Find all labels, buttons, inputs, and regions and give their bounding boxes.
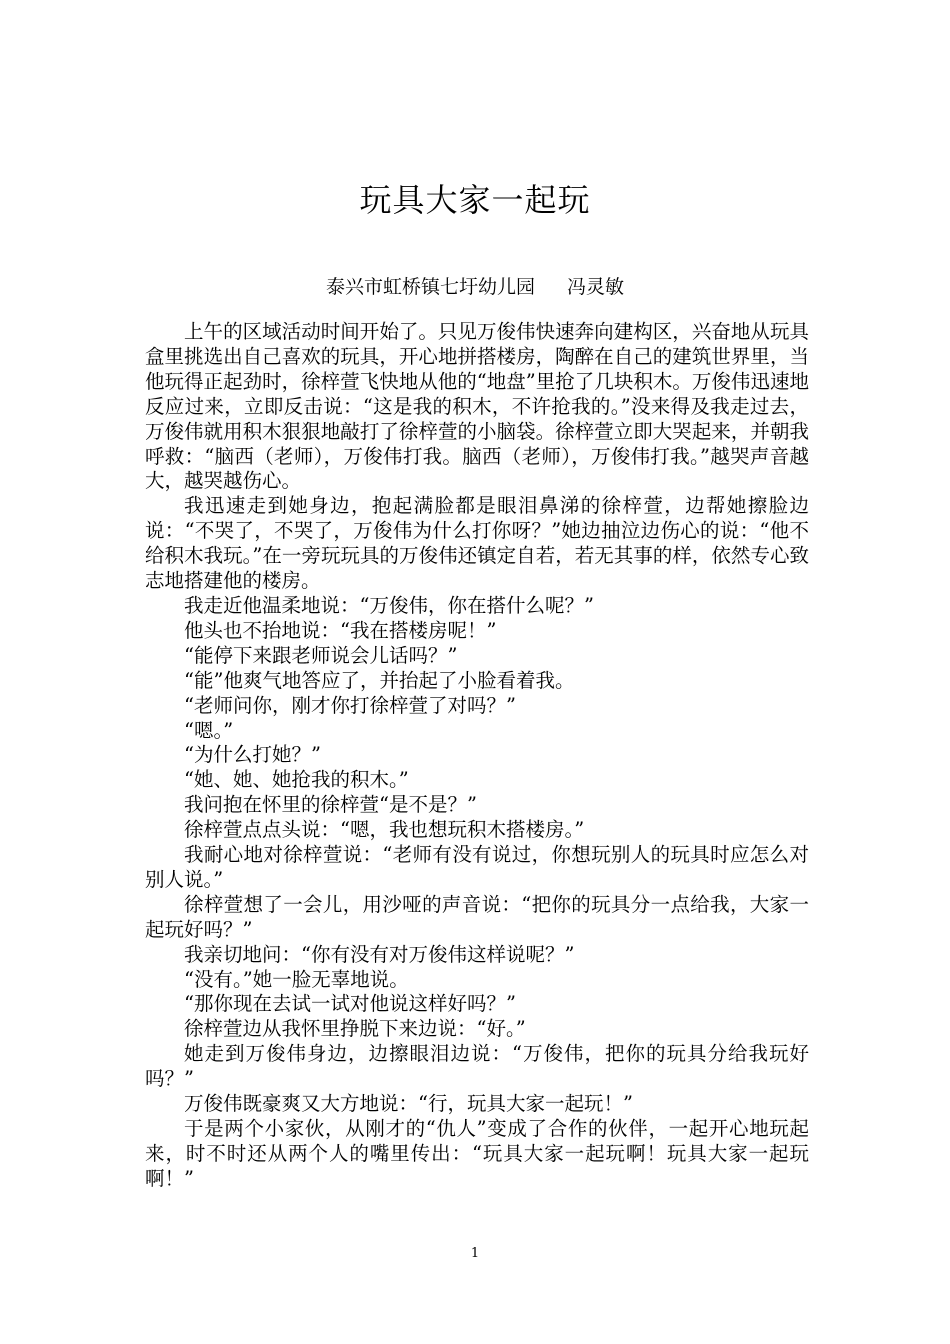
author-name: 冯灵敏 xyxy=(567,276,625,298)
paragraph: 于是两个小家伙，从刚才的“仇人”变成了合作的伙伴，一起开心地玩起来，时不时还从两个人的嘴里传出：“玩具大家一起玩啊！玩具大家一起玩啊！” xyxy=(145,1117,809,1190)
paragraph: 上午的区域活动时间开始了。只见万俊伟快速奔向建构区，兴奋地从玩具盒里挑选出自己喜欢的玩具，开心地拼搭楼房，陶醉在自己的建筑世界里，当他玩得正起劲时，徐梓萱飞快地从他的“地盘”里抢了几块积木。万俊伟迅速地反应过来，立即反击说：“这是我的积木，不许抢我的。”没来得及我走过去，万俊伟就用积木狠狠地敲打了徐梓萱的小脑袋。徐梓萱立即大哭起来，并朝我呼救：“脑西（老师），万俊伟打我。脑西（老师），万俊伟打我。”越哭声音越大，越哭越伤心。 xyxy=(145,320,809,493)
page-number: 1 xyxy=(470,1246,480,1261)
paragraph: 她走到万俊伟身边，边擦眼泪边说：“万俊伟，把你的玩具分给我玩好吗？” xyxy=(145,1042,809,1091)
paragraph: 徐梓萱想了一会儿，用沙哑的声音说：“把你的玩具分一点给我，大家一起玩好吗？” xyxy=(145,892,809,941)
paragraph: “老师问你，刚才你打徐梓萱了对吗？” xyxy=(184,693,516,717)
paragraph: 我迅速走到她身边，抱起满脸都是眼泪鼻涕的徐梓萱，边帮她擦脸边说：“不哭了，不哭了，万俊伟为什么打你呀？”她边抽泣边伤心的说：“他不给积木我玩。”在一旁玩玩具的万俊伟还镇定自若，若无其事的样，依然专心致志地搭建他的楼房。 xyxy=(145,494,809,593)
paragraph: “能”他爽气地答应了，并抬起了小脸看着我。 xyxy=(184,668,575,692)
paragraph: “能停下来跟老师说会儿话吗？” xyxy=(184,643,458,667)
article-body xyxy=(145,320,809,1192)
paragraph: 徐梓萱边从我怀里挣脱下来边说：“好。” xyxy=(184,1017,526,1041)
paragraph: “她、她、她抢我的积木。” xyxy=(184,768,409,792)
paragraph: “为什么打她？” xyxy=(184,743,321,767)
paragraph: 他头也不抬地说：“我在搭楼房呢！” xyxy=(184,618,497,642)
paragraph: 徐梓萱点点头说：“嗯，我也想玩积木搭楼房。” xyxy=(184,818,585,842)
paragraph: “没有。”她一脸无辜地说。 xyxy=(184,967,409,991)
paragraph: 我走近他温柔地说：“万俊伟，你在搭什么呢？” xyxy=(184,593,594,617)
author-line xyxy=(0,274,950,300)
paragraph: “嗯。” xyxy=(184,718,234,742)
paragraph: 我问抱在怀里的徐梓萱“是不是？” xyxy=(184,793,477,817)
paragraph: 我亲切地问：“你有没有对万俊伟这样说呢？” xyxy=(184,942,575,966)
paragraph: 万俊伟既豪爽又大方地说：“行，玩具大家一起玩！” xyxy=(184,1092,633,1116)
paragraph: 我耐心地对徐梓萱说：“老师有没有说过，你想玩别人的玩具时应怎么对别人说。” xyxy=(145,843,809,891)
paragraph: “那你现在去试一试对他说这样好吗？” xyxy=(184,992,516,1016)
school-name: 泰兴市虹桥镇七圩幼儿园 xyxy=(325,276,535,298)
document-title: 玩具大家一起玩 xyxy=(359,181,591,219)
